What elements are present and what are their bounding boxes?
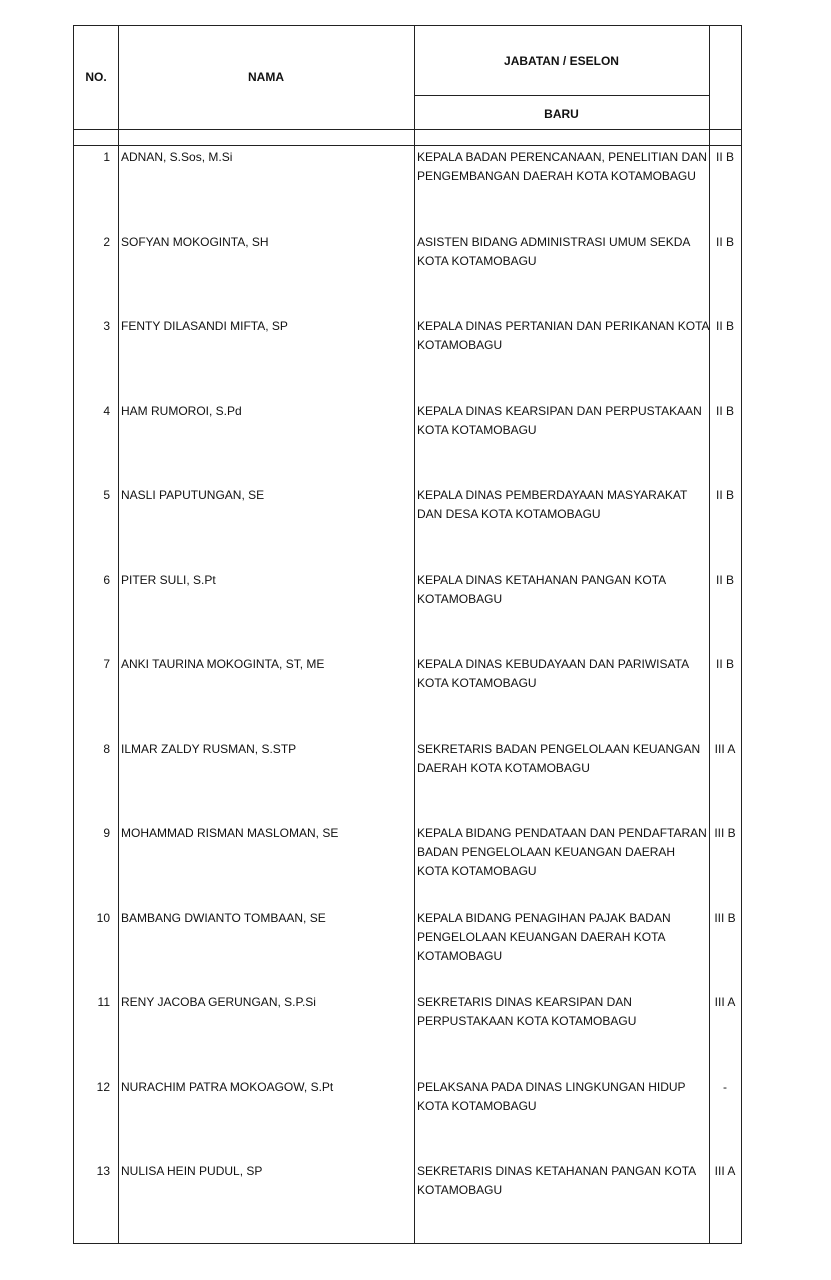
table-row	[74, 232, 740, 317]
row-eselon: III A	[714, 741, 736, 756]
table-row	[74, 908, 740, 993]
row-eselon: II B	[715, 572, 734, 587]
row-nama: NURACHIM PATRA MOKOAGOW, S.Pt	[121, 1079, 334, 1094]
row-number: 1	[103, 150, 110, 164]
table-row	[74, 485, 740, 570]
table-row	[74, 739, 740, 824]
personnel-table	[73, 25, 742, 1244]
row-number: 4	[103, 403, 110, 418]
row-nama: ANKI TAURINA MOKOGINTA, ST, ME	[121, 657, 325, 671]
row-jabatan: KEPALA BADAN PERENCANAAN, PENELITIAN DAN PENGEMBANGAN DAERAH KOTA KOTAMOBAGU	[417, 150, 707, 183]
row-jabatan: PELAKSANA PADA DINAS LINGKUNGAN HIDUP KOTA KOTAMOBAGU	[417, 1079, 686, 1113]
row-number: 7	[103, 657, 110, 671]
table-row	[74, 823, 740, 908]
row-nama: HAM RUMOROI, S.Pd	[121, 403, 242, 418]
row-nama: MOHAMMAD RISMAN MASLOMAN, SE	[121, 826, 339, 840]
row-jabatan: SEKRETARIS DINAS KETAHANAN PANGAN KOTA KOTAMOBAGU	[417, 1164, 696, 1197]
table-row	[74, 401, 740, 486]
header-bottom-line	[74, 129, 741, 130]
row-nama: SOFYAN MOKOGINTA, SH	[121, 234, 269, 249]
header-subdivider	[414, 95, 709, 96]
row-nama: NASLI PAPUTUNGAN, SE	[121, 488, 265, 502]
row-number: 5	[103, 488, 110, 502]
row-eselon: II B	[715, 319, 734, 333]
row-jabatan: KEPALA DINAS PEMBERDAYAAN MASYARAKAT DAN DESA KOTA KOTAMOBAGU	[417, 488, 688, 521]
row-number: 6	[103, 572, 110, 587]
row-nama: NULISA HEIN PUDUL, SP	[121, 1164, 263, 1178]
row-jabatan: KEPALA BIDANG PENDATAAN DAN PENDAFTARAN BADAN PENGELOLAAN KEUANGAN DAERAH KOTA KOTAMOBAGU	[417, 826, 707, 878]
row-eselon: III B	[714, 826, 736, 840]
row-number: 10	[96, 910, 110, 925]
row-eselon: III B	[714, 910, 736, 925]
row-number: 12	[96, 1079, 110, 1094]
row-nama: PITER SULI, S.Pt	[121, 572, 216, 587]
row-eselon: -	[723, 1079, 727, 1094]
row-jabatan: KEPALA DINAS KETAHANAN PANGAN KOTA KOTAMOBAGU	[417, 572, 666, 606]
row-number: 11	[97, 995, 110, 1009]
row-eselon: II B	[715, 403, 734, 418]
row-number: 2	[103, 234, 110, 249]
table-row	[74, 1077, 740, 1162]
row-nama: ADNAN, S.Sos, M.Si	[121, 150, 233, 164]
header-baru: BARU	[544, 107, 579, 121]
table-row	[74, 147, 740, 232]
row-jabatan: ASISTEN BIDANG ADMINISTRASI UMUM SEKDA KOTA KOTAMOBAGU	[417, 234, 690, 268]
row-eselon: II B	[715, 234, 734, 249]
row-number: 3	[103, 319, 110, 333]
table-row	[74, 992, 740, 1077]
header-nama: NAMA	[248, 70, 284, 84]
row-nama: ILMAR ZALDY RUSMAN, S.STP	[121, 741, 297, 756]
row-jabatan: KEPALA BIDANG PENAGIHAN PAJAK BADAN PENGELOLAAN KEUANGAN DAERAH KOTA KOTAMOBAGU	[417, 910, 671, 963]
header-jabatan-eselon: JABATAN / ESELON	[504, 54, 619, 68]
row-jabatan: SEKRETARIS BADAN PENGELOLAAN KEUANGAN DAERAH KOTA KOTAMOBAGU	[417, 741, 701, 775]
row-nama: FENTY DILASANDI MIFTA, SP	[121, 319, 288, 333]
row-jabatan: KEPALA DINAS KEARSIPAN DAN PERPUSTAKAAN KOTA KOTAMOBAGU	[417, 403, 702, 437]
row-eselon: III A	[714, 995, 736, 1009]
row-jabatan: KEPALA DINAS KEBUDAYAAN DAN PARIWISATA KOTA KOTAMOBAGU	[417, 657, 689, 690]
row-number: 8	[103, 741, 110, 756]
row-number: 13	[96, 1164, 110, 1178]
row-eselon: II B	[715, 150, 734, 164]
spacer-bottom-line	[74, 145, 741, 146]
table-row	[74, 570, 740, 655]
table-row	[74, 316, 740, 401]
table-row	[74, 654, 740, 739]
row-eselon: II B	[715, 488, 734, 502]
row-nama: BAMBANG DWIANTO TOMBAAN, SE	[121, 910, 326, 925]
table-row	[74, 1161, 740, 1246]
row-number: 9	[103, 826, 110, 840]
row-eselon: III A	[714, 1164, 736, 1178]
row-eselon: II B	[715, 657, 734, 671]
row-jabatan: SEKRETARIS DINAS KEARSIPAN DAN PERPUSTAKAAN KOTA KOTAMOBAGU	[417, 995, 637, 1028]
header-no: NO.	[85, 70, 107, 84]
row-nama: RENY JACOBA GERUNGAN, S.P.Si	[121, 995, 316, 1009]
row-jabatan: KEPALA DINAS PERTANIAN DAN PERIKANAN KOTA KOTAMOBAGU	[417, 319, 709, 352]
